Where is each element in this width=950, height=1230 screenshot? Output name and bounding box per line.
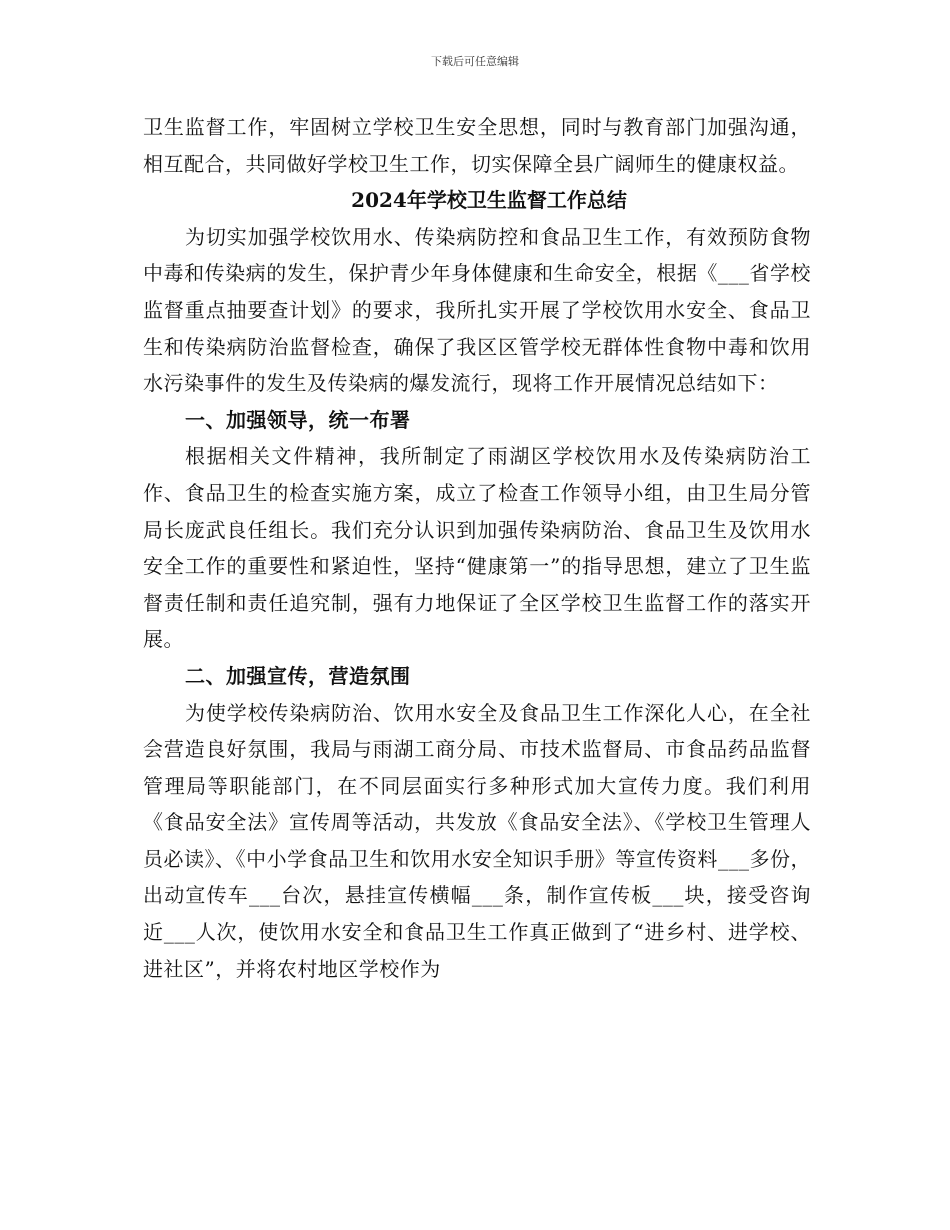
document-body bbox=[143, 109, 811, 987]
paragraph-1: 为切实加强学校饮用水、传染病防控和食品卫生工作，有效预防食物中毒和传染病的发生，保护青少年身体健康和生命安全，根据《___省学校监督重点抽要查计划》的要求，我所扎实开展了学校饮用水安全、食品卫生和传染病防治监督检查，确保了我区区管学校无群体性食物中毒和饮用水污染事件的发生及传染病的爆发流行，现将工作开展情况总结如下： bbox=[143, 224, 811, 396]
document-title: 2024年学校卫生监督工作总结 bbox=[351, 188, 627, 213]
section-heading-2: 二、加强宣传，营造氛围 bbox=[185, 663, 411, 688]
section-heading-1: 一、加强领导，统一布署 bbox=[185, 407, 411, 432]
paragraph-2: 根据相关文件精神，我所制定了雨湖区学校饮用水及传染病防治工作、食品卫生的检查实施方案，成立了检查工作领导小组，由卫生局分管局长庞武良任组长。我们充分认识到加强传染病防治、食品卫生及饮用水安全工作的重要性和紧迫性，坚持“健康第一”的指导思想，建立了卫生监督责任制和责任追究制，强有力地保证了全区学校卫生监督工作的落实开展。 bbox=[143, 444, 811, 652]
intro-paragraph: 卫生监督工作，牢固树立学校卫生安全思想，同时与教育部门加强沟通，相互配合，共同做好学校卫生工作，切实保障全县广阔师生的健康权益。 bbox=[143, 115, 811, 176]
page-header-note: 下载后可任意编辑 bbox=[431, 55, 519, 68]
paragraph-3: 为使学校传染病防治、饮用水安全及食品卫生工作深化人心，在全社会营造良好氛围，我局与雨湖工商分局、市技术监督局、市食品药品监督管理局等职能部门，在不同层面实行多种形式加大宣传力度。我们利用《食品安全法》宣传周等活动，共发放《食品安全法》、《学校卫生管理人员必读》、《中小学食品卫生和饮用水安全知识手册》等宣传资料___多份，出动宣传车___台次，悬挂宣传横幅___条，制作宣传板___块，接受咨询近___人次，使饮用水安全和食品卫生工作真正做到了“进乡村、进学校、进社区”，并将农村地区学校作为 bbox=[143, 700, 811, 981]
